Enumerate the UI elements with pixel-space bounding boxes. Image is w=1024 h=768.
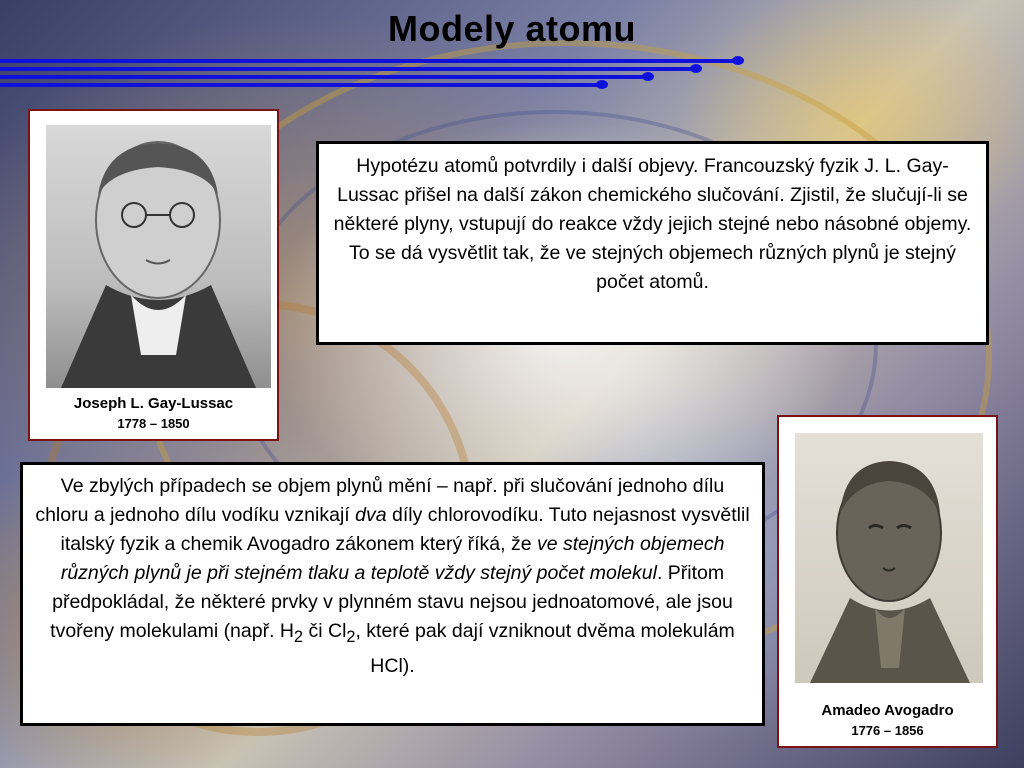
text-box-avogadro [20,462,765,726]
portrait-years: 1776 – 1856 [851,723,924,738]
portrait-gay-lussac [28,109,279,441]
portrait-bust-icon [795,433,983,683]
paragraph: Hypotézu atomů potvrdily i další objevy. Francouzský fyzik J. L. Gay-Lussac přišel na další zákon chemického slučování. Zjistil, že slučují-li se některé plyny, vstupují do reakce vždy jejich stejné nebo násobné objemy. To se dá vysvětlit tak, že ve stejných objemech různých plynů je stejný počet atomů. [333,155,972,293]
paragraph: Ve zbylých případech se objem plynů mění – např. při slučování jednoho dílu chloru a jednoho dílu vodíku vznikají dva díly chlorovodíku. Tuto nejasnost vysvětlil italský fyzik a chemik Avogadro zákonem který říká, že ve stejných objemech různých plynů je při stejném tlaku a teplotě vždy stejný počet molekul. Přitom předpokládal, že některé prvky v plynném stavu nejsou jednoatomové, ale jsou tvořeny molekulami (např. $H_2$ či $Cl_2$, které pak dají vzniknout dvěma molekulám HCl). [35,475,750,677]
portrait-name: Amadeo Avogadro [821,702,954,719]
portrait-avogadro [777,415,998,748]
portrait-name: Joseph L. Gay-Lussac [73,395,234,412]
portrait-years: 1778 – 1850 [117,416,190,431]
text-box-gay-lussac [316,141,989,345]
portrait-engraving-icon [46,125,271,388]
slide-title: Modely atomu [387,8,636,49]
